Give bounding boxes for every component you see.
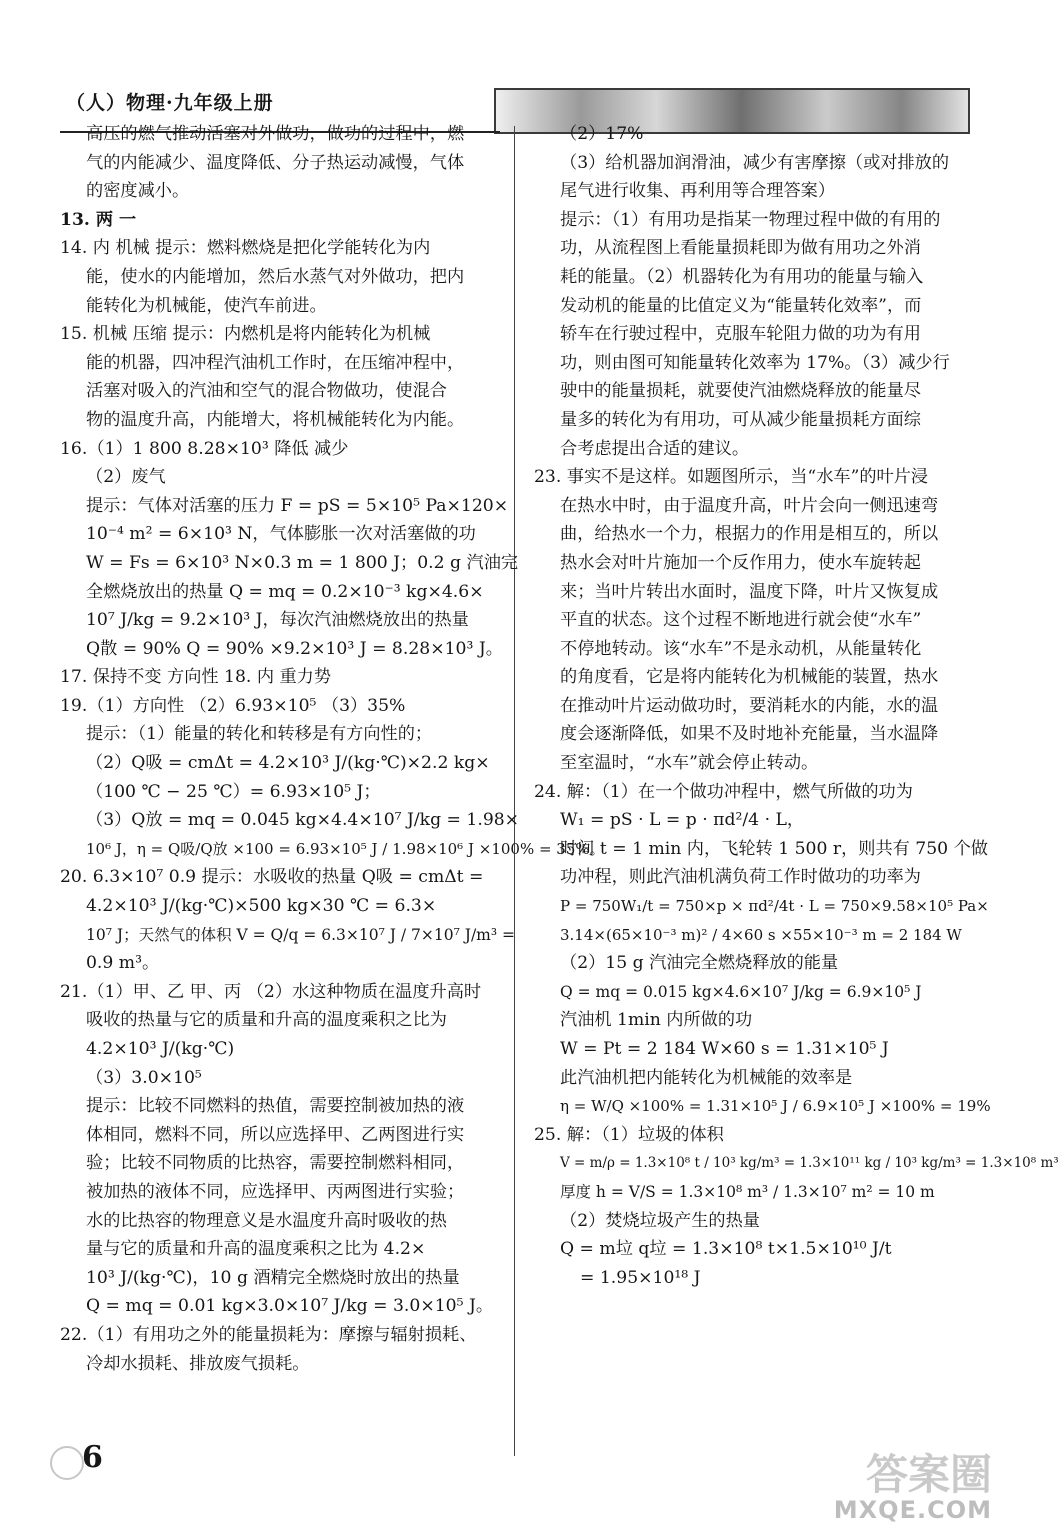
text-line: （2）焚烧垃圾产生的热量 xyxy=(560,1210,760,1231)
text-line: 吸收的热量与它的质量和升高的温度乘积之比为 xyxy=(86,1010,447,1031)
text-line: 气的内能减少、温度降低、分子热运动减慢，气体 xyxy=(86,152,465,173)
text-line: 耗的能量。（2）机器转化为有用功的能量与输入 xyxy=(560,266,924,287)
text-line: 4.2×10³ J/(kg·℃) xyxy=(86,1039,235,1059)
book-title: （人）物理·九年级上册 xyxy=(66,92,274,114)
right-column xyxy=(534,120,1059,1292)
text-line: 量与它的质量和升高的温度乘积之比为 4.2× xyxy=(86,1239,426,1260)
page-footer xyxy=(50,1440,992,1524)
formula-line: = 1.95×10¹⁸ J xyxy=(580,1267,701,1288)
hint-line: 提示：比较不同燃料的热值，需要控制被加热的液 xyxy=(86,1096,465,1117)
formula-line: W₁ = pS · L = p · πd²/4 · L， xyxy=(560,810,805,831)
text-line: 高压的燃气推动活塞对外做功，做功的过程中，燃 xyxy=(86,124,465,144)
answer-15: 15. 机械 压缩 提示：内燃机是将内能转化为机械 xyxy=(60,324,431,345)
text-line: W = Fs = 6×10³ N×0.3 m = 1 800 J；0.2 g 汽油完 xyxy=(86,552,519,573)
text-line: 10⁷ J/kg = 9.2×10³ J，每次汽油燃烧放出的热量 xyxy=(86,610,469,631)
text-line: Q散 = 90% Q = 90% ×9.2×10³ J = 8.28×10³ J。 xyxy=(86,638,503,659)
text-line: 度会逐渐降低，如果不及时地补充能量，当水温降 xyxy=(560,724,939,745)
text-line: 物的温度升高，内能增大，将机械能转化为内能。 xyxy=(86,409,465,430)
text-line: （2）15 g 汽油完全燃烧释放的能量 xyxy=(560,953,839,974)
answer-14: 14. 内 机械 提示：燃料燃烧是把化学能转化为内 xyxy=(60,238,431,259)
answer-21: 21.（1）甲、乙 甲、丙 （2）水这种物质在温度升高时 xyxy=(60,981,482,1002)
answer-20: 20. 6.3×10⁷ 0.9 提示：水吸收的热量 Q吸 = cmΔt = xyxy=(60,867,484,888)
answer-24: 24. 解：（1）在一个做功冲程中，燃气所做的功为 xyxy=(534,781,913,802)
text-line: 能，使水的内能增加，然后水蒸气对外做功，把内 xyxy=(86,266,465,287)
answer-22: 22.（1）有用功之外的能量损耗为：摩擦与辐射损耗、 xyxy=(60,1324,477,1345)
hint-line: 提示：（1）有用功是指某一物理过程中做的有用的 xyxy=(560,209,941,230)
watermark-text: 答案圈 xyxy=(865,1450,992,1499)
text-line: 水的比热容的物理意义是水温度升高时吸收的热 xyxy=(86,1210,447,1231)
text-line: 体相同，燃料不同，所以应选择甲、乙两图进行实 xyxy=(86,1124,465,1145)
text-line: 功，则由图可知能量转化效率为 17%。（3）减少行 xyxy=(560,352,950,373)
answer-17-18: 17. 保持不变 方向性 18. 内 重力势 xyxy=(60,667,332,688)
formula-line: 厚度 h = V/S = 1.3×10⁸ m³ / 1.3×10⁷ m² = 10 m xyxy=(560,1182,935,1201)
formula-line: 10⁶ J，η = Q吸/Q放 ×100 = 6.93×10⁵ J / 1.98×10⁶ J ×100% = 35%。 xyxy=(86,839,605,858)
text-line: 能转化为机械能，使汽车前进。 xyxy=(86,295,327,316)
page-ornament xyxy=(50,1446,84,1480)
text-line: 功冲程，则此汽油机满负荷工作时做功的功率为 xyxy=(560,867,921,888)
formula-line: η = W/Q ×100% = 1.31×10⁵ J / 6.9×10⁵ J ×100% = 19% xyxy=(560,1097,991,1116)
text-line: 全燃烧放出的热量 Q = mq = 0.2×10⁻³ kg×4.6× xyxy=(86,581,484,602)
text-line: 至室温时，“水车”就会停止转动。 xyxy=(560,753,819,774)
text-line: （2）Q吸 = cmΔt = 4.2×10³ J/(kg·℃)×2.2 kg× xyxy=(86,753,490,774)
text-line: 在热水中时，由于温度升高，叶片会向一侧迅速弯 xyxy=(560,495,939,516)
text-line: 验；比较不同物质的比热容，需要控制燃料相同， xyxy=(86,1153,465,1174)
text-line: （2）废气 xyxy=(86,467,166,488)
text-line: 在推动叶片运动做功时，要消耗水的内能，水的温 xyxy=(560,695,939,716)
answer-16: 16.（1）1 800 8.28×10³ 降低 减少 xyxy=(60,438,349,459)
text-line: 热水会对叶片施加一个反作用力，使水车旋转起 xyxy=(560,552,921,573)
text-line: 平直的状态。这个过程不断地进行就会使“水车” xyxy=(560,610,922,631)
text-line: 尾气进行收集、再利用等合理答案） xyxy=(560,181,836,202)
answer-23: 23. 事实不是这样。如题图所示，当“水车”的叶片浸 xyxy=(534,467,929,488)
text-line: Q = mq = 0.01 kg×3.0×10⁷ J/kg = 3.0×10⁵ J。 xyxy=(86,1296,494,1317)
watermark-logo xyxy=(762,1440,1000,1528)
answer-25: 25. 解：（1）垃圾的体积 xyxy=(534,1124,724,1145)
text-line: 不停地转动。该“水车”不是永动机，从能量转化 xyxy=(560,638,922,659)
column-divider xyxy=(514,126,515,1456)
text-line: 发动机的能量的比值定义为“能量转化效率”，而 xyxy=(560,295,922,316)
text-line: 驶中的能量损耗，就要使汽油燃烧释放的能量尽 xyxy=(560,381,921,402)
formula-line: W = Pt = 2 184 W×60 s = 1.31×10⁵ J xyxy=(560,1039,889,1059)
text-line: 能的机器，四冲程汽油机工作时，在压缩冲程中， xyxy=(86,352,465,373)
text-line: 合考虑提出合适的建议。 xyxy=(560,438,750,459)
formula-line: Q = m垃 q垃 = 1.3×10⁸ t×1.5×10¹⁰ J/t xyxy=(560,1239,892,1260)
text-line: 的密度减小。 xyxy=(86,181,190,202)
text-line: （3）给机器加润滑油，减少有害摩擦（或对排放的 xyxy=(560,152,950,173)
formula-line: V = m/ρ = 1.3×10⁸ t / 10³ kg/m³ = 1.3×10¹¹ kg / 10³ kg/m³ = 1.3×10⁸ m³ xyxy=(560,1155,1059,1172)
formula-line: P = 750W₁/t = 750×p × πd²/4t · L = 750×9.58×10⁵ Pa× xyxy=(560,897,989,916)
formula-line: Q = mq = 0.015 kg×4.6×10⁷ J/kg = 6.9×10⁵ J xyxy=(560,982,922,1001)
text-line: 来；当叶片转出水面时，温度下降，叶片又恢复成 xyxy=(560,581,939,602)
answer-19: 19.（1）方向性 （2）6.93×10⁵ （3）35% xyxy=(60,695,406,716)
hint-line: 提示：（1）能量的转化和转移是有方向性的； xyxy=(86,724,433,745)
page-number: 6 xyxy=(82,1440,103,1475)
text-line: 时间 t = 1 min 内，飞轮转 1 500 r，则共有 750 个做 xyxy=(560,838,988,859)
text-line: （3）3.0×10⁵ xyxy=(86,1067,202,1088)
watermark-url: MXQE.COM xyxy=(833,1496,992,1524)
answer-13: 13. 两 一 xyxy=(60,209,137,230)
text-line: 量多的转化为有用功，可从减少能量损耗方面综 xyxy=(560,409,921,430)
text-line: 的角度看，它是将内能转化为机械能的装置，热水 xyxy=(560,667,939,688)
text-line: （3）Q放 = mq = 0.045 kg×4.4×10⁷ J/kg = 1.98× xyxy=(86,810,520,831)
formula-line: 3.14×(65×10⁻³ m)² / 4×60 s ×55×10⁻³ m = 2 184 W xyxy=(560,925,962,944)
text-line: 活塞对吸入的汽油和空气的混合物做功，使混合 xyxy=(86,381,447,402)
text-line: 10⁻⁴ m² = 6×10³ N，气体膨胀一次对活塞做的功 xyxy=(86,524,476,545)
text-line: 4.2×10³ J/(kg·℃)×500 kg×30 ℃ = 6.3× xyxy=(86,896,437,917)
text-line: 被加热的液体不同，应选择甲、丙两图进行实验； xyxy=(86,1181,465,1202)
text-line: 0.9 m³。 xyxy=(86,953,160,974)
text-line: 汽油机 1min 内所做的功 xyxy=(560,1010,753,1031)
text-line: （100 ℃ − 25 ℃）= 6.93×10⁵ J； xyxy=(86,781,381,802)
text-line: （2）17% xyxy=(560,124,644,144)
text-line: 轿车在行驶过程中，克服车轮阻力做的功为有用 xyxy=(560,324,921,345)
hint-line: 提示：气体对活塞的压力 F = pS = 5×10⁵ Pa×120× xyxy=(86,495,509,516)
text-line: 冷却水损耗、排放废气损耗。 xyxy=(86,1353,310,1374)
text-line: 此汽油机把内能转化为机械能的效率是 xyxy=(560,1067,853,1088)
text-line: 曲，给热水一个力，根据力的作用是相互的，所以 xyxy=(560,524,939,545)
formula-line: 10⁷ J；天然气的体积 V = Q/q = 6.3×10⁷ J / 7×10⁷ J/m³ = xyxy=(86,925,515,944)
text-line: 功，从流程图上看能量损耗即为做有用功之外消 xyxy=(560,238,921,259)
text-line: 10³ J/(kg·℃)，10 g 酒精完全燃烧时放出的热量 xyxy=(86,1267,460,1288)
